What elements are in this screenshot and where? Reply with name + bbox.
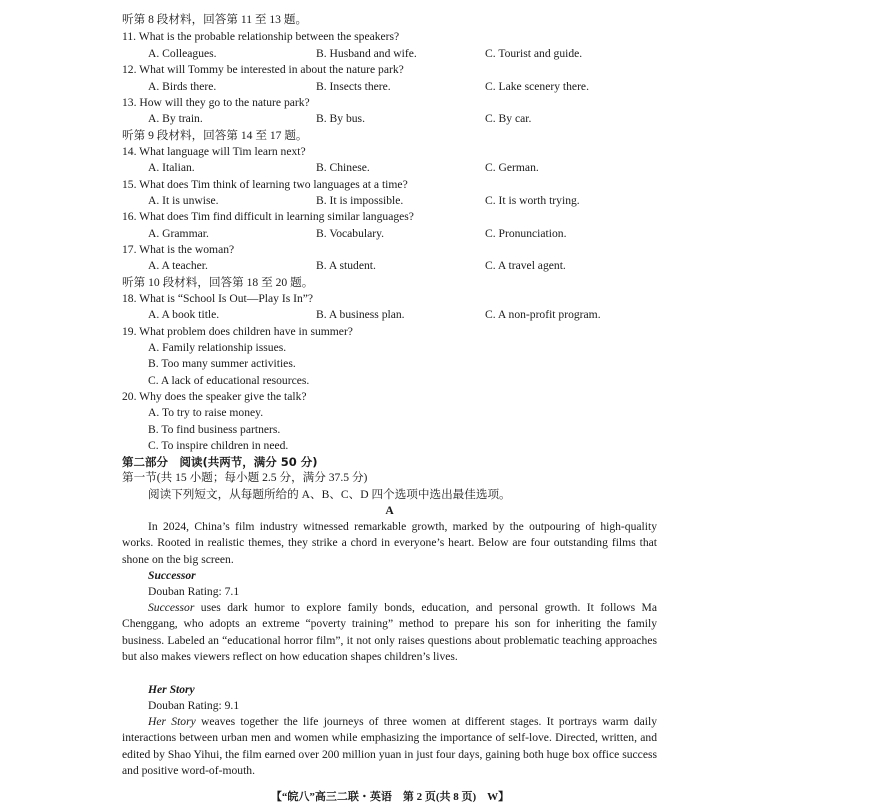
q13-option-a: A. By train.	[148, 112, 203, 125]
reading-part-title: 第二部分 阅读(共两节，满分 50 分)	[122, 455, 318, 469]
section-10-header: 听第 10 段材料，回答第 18 至 20 题。	[122, 276, 314, 289]
q18-option-c: C. A non-profit program.	[485, 308, 601, 321]
q15-option-c: C. It is worth trying.	[485, 194, 580, 207]
q15-option-a: A. It is unwise.	[148, 194, 219, 207]
q19-option-a: A. Family relationship issues.	[148, 341, 287, 354]
film-2-description	[122, 714, 657, 779]
q19-option-b: B. Too many summer activities.	[148, 357, 296, 370]
q12-option-b: B. Insects there.	[316, 80, 391, 93]
question-12: 12. What will Tommy be interested in about the nature park?	[122, 63, 404, 76]
film-2-rating: Douban Rating: 9.1	[148, 699, 240, 712]
question-16: 16. What does Tim find difficult in learning similar languages?	[122, 210, 414, 223]
film-2-title-inline: Her Story	[148, 715, 196, 728]
q18-option-a: A. A book title.	[148, 308, 220, 321]
film-1-title: Successor	[148, 569, 196, 582]
q16-option-c: C. Pronunciation.	[485, 227, 567, 240]
film-1-description	[122, 600, 657, 665]
film-1-title-inline: Successor	[148, 601, 195, 614]
question-14: 14. What language will Tim learn next?	[122, 145, 306, 158]
q20-option-c: C. To inspire children in need.	[148, 439, 289, 452]
q12-option-c: C. Lake scenery there.	[485, 80, 589, 93]
q20-option-a: A. To try to raise money.	[148, 406, 264, 419]
q11-option-a: A. Colleagues.	[148, 47, 217, 60]
q14-option-c: C. German.	[485, 161, 539, 174]
q20-option-b: B. To find business partners.	[148, 423, 281, 436]
q13-option-b: B. By bus.	[316, 112, 365, 125]
page-footer: 【“皖八”高三二联・英语 第 2 页(共 8 页) W】	[270, 791, 510, 803]
q17-option-c: C. A travel agent.	[485, 259, 566, 272]
q16-option-b: B. Vocabulary.	[316, 227, 385, 240]
passage-intro-text: In 2024, China’s film industry witnessed remarkable growth, marked by the outpouring of high-quality works. Rooted in realistic themes, they strike a chord in everyone’s heart. Below are four outstanding films that shone on the big screen.	[122, 520, 657, 566]
question-18: 18. What is “School Is Out—Play Is In”?	[122, 292, 314, 305]
question-11: 11. What is the probable relationship between the speakers?	[122, 30, 400, 43]
q17-option-a: A. A teacher.	[148, 259, 208, 272]
q11-option-c: C. Tourist and guide.	[485, 47, 583, 60]
film-2-title: Her Story	[148, 683, 195, 696]
q11-option-b: B. Husband and wife.	[316, 47, 417, 60]
passage-label: A	[385, 504, 394, 517]
film-1-rating: Douban Rating: 7.1	[148, 585, 240, 598]
q15-option-b: B. It is impossible.	[316, 194, 404, 207]
film-1-description-text: uses dark humor to explore family bonds, education, and personal growth. It follows Ma Chenggang, who adopts an extreme “poverty training” method to prepare his son for inheriting the family business. Labeled an “educational horror film”, it not only raises questions about problematic teaching approaches but also makes viewers reflect on how education shapes children’s lives.	[122, 601, 657, 663]
q14-option-a: A. Italian.	[148, 161, 195, 174]
q17-option-b: B. A student.	[316, 259, 376, 272]
question-13: 13. How will they go to the nature park?	[122, 96, 310, 109]
q12-option-a: A. Birds there.	[148, 80, 217, 93]
question-17: 17. What is the woman?	[122, 243, 235, 256]
q14-option-b: B. Chinese.	[316, 161, 370, 174]
reading-section-1: 第一节(共 15 小题；每小题 2.5 分，满分 37.5 分)	[122, 471, 368, 484]
passage-intro	[122, 519, 657, 568]
question-20: 20. Why does the speaker give the talk?	[122, 390, 307, 403]
section-8-header: 听第 8 段材料，回答第 11 至 13 题。	[122, 13, 308, 26]
question-19: 19. What problem does children have in summer?	[122, 325, 353, 338]
reading-instruction: 阅读下列短文，从每题所给的 A、B、C、D 四个选项中选出最佳选项。	[148, 488, 511, 501]
section-9-header: 听第 9 段材料，回答第 14 至 17 题。	[122, 129, 308, 142]
q16-option-a: A. Grammar.	[148, 227, 209, 240]
q19-option-c: C. A lack of educational resources.	[148, 374, 310, 387]
question-15: 15. What does Tim think of learning two languages at a time?	[122, 178, 408, 191]
q18-option-b: B. A business plan.	[316, 308, 405, 321]
q13-option-c: C. By car.	[485, 112, 532, 125]
film-2-description-text: weaves together the life journeys of three women at different stages. It portrays warm daily interactions between urban men and women while emphasizing the importance of self-love. Directed, written, and edited by Shao Yihui, the film earned over 200 million yuan in just four days, gaining both huge box office success and positive word-of-mouth.	[122, 715, 657, 777]
